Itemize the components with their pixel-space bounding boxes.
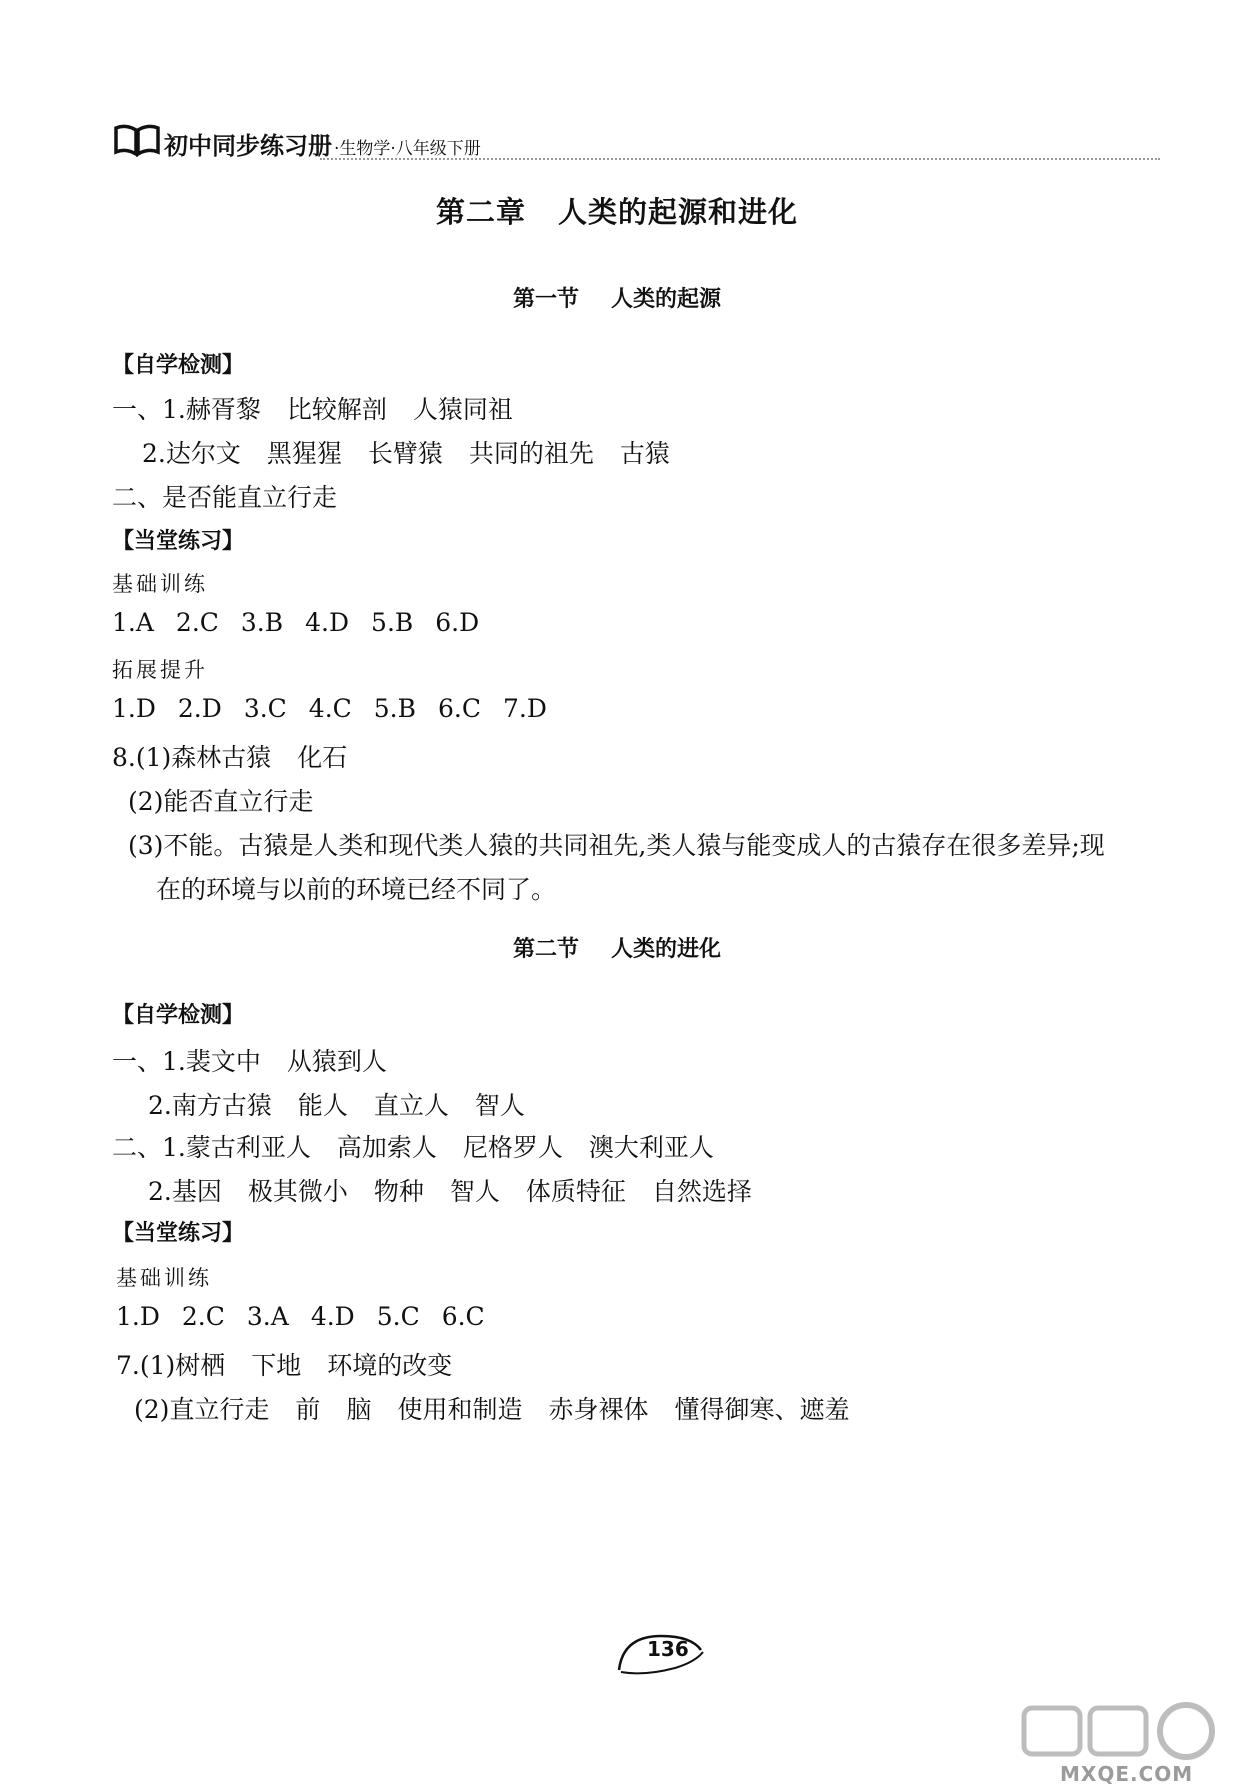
answer-part: 黑猩猩 xyxy=(266,439,342,468)
answer-part: 2.南方古猿 xyxy=(148,1091,272,1120)
section1-extend-answers xyxy=(112,694,569,723)
answer-item: 6.C xyxy=(441,1302,485,1331)
section2-basic-answers xyxy=(116,1302,507,1331)
answer-item: 2.C xyxy=(181,1302,225,1331)
section1-title xyxy=(0,282,1234,313)
answer-part: (2)直立行走 xyxy=(134,1395,270,1424)
answer-item: 5.B xyxy=(371,608,414,637)
section1-practice-heading: 【当堂练习】 xyxy=(112,529,245,554)
section1-q8-3b: 在的环境与以前的环境已经不同了。 xyxy=(156,875,557,904)
answer-item: 4.D xyxy=(310,1302,355,1331)
section1-q1-2 xyxy=(142,434,696,470)
answer-part: 尼格罗人 xyxy=(462,1133,563,1162)
section2-practice-heading: 【当堂练习】 xyxy=(112,1221,245,1246)
answer-part: 从猿到人 xyxy=(286,1047,387,1076)
answer-part: 物种 xyxy=(373,1177,424,1206)
answer-part: 人猿同祖 xyxy=(412,395,513,424)
section1-name: 人类的起源 xyxy=(611,287,722,312)
section2-basic-label: 基础训练 xyxy=(116,1266,212,1290)
answer-item: 6.D xyxy=(435,608,480,637)
answer-part: 智人 xyxy=(474,1091,525,1120)
answer-item: 3.A xyxy=(246,1302,289,1331)
answer-part: 长臂猿 xyxy=(367,439,443,468)
section2-name: 人类的进化 xyxy=(611,937,722,962)
answer-item: 3.B xyxy=(240,608,284,637)
header-title: 初中同步练习册 xyxy=(164,132,332,160)
answer-part: 体质特征 xyxy=(525,1177,626,1206)
answer-part: 一、1.赫胥黎 xyxy=(112,395,261,424)
answer-part: 使用和制造 xyxy=(397,1395,523,1424)
chapter-title xyxy=(0,190,1234,231)
answer-part: 化石 xyxy=(297,743,348,772)
answer-part: 澳大利亚人 xyxy=(588,1133,714,1162)
answer-item: 1.A xyxy=(112,608,154,637)
answer-item: 4.D xyxy=(305,608,350,637)
answer-item: 7.D xyxy=(503,694,547,723)
answer-part: 8.(1)森林古猿 xyxy=(112,743,272,772)
section1-extend-label: 拓展提升 xyxy=(112,658,208,682)
open-book-icon xyxy=(112,122,162,158)
answer-item: 1.D xyxy=(112,694,156,723)
section1-q1-1 xyxy=(112,390,539,426)
section1-number: 第一节 xyxy=(512,287,579,312)
section2-number: 第二节 xyxy=(512,937,579,962)
answer-part: 古猿 xyxy=(619,439,670,468)
answer-part: 共同的祖先 xyxy=(468,439,594,468)
section2-q2-1 xyxy=(112,1128,740,1164)
section2-q7-1 xyxy=(116,1346,478,1382)
section2-self-check-heading: 【自学检测】 xyxy=(112,1003,245,1028)
answer-part: 2.达尔文 xyxy=(142,439,241,468)
header-text xyxy=(164,126,481,161)
answer-part: 懂得御寒、遮羞 xyxy=(674,1395,850,1424)
section1-q2: 二、是否能直立行走 xyxy=(112,483,338,512)
answer-part: 高加索人 xyxy=(336,1133,437,1162)
header-subtitle: ·生物学·八年级下册 xyxy=(334,139,481,159)
section2-q1-1 xyxy=(112,1042,413,1078)
header-rule xyxy=(320,158,1160,160)
section1-q8-1 xyxy=(112,738,373,774)
answer-item: 2.C xyxy=(175,608,219,637)
answer-part: 一、1.裴文中 xyxy=(112,1047,261,1076)
answer-part: 前 xyxy=(295,1395,321,1424)
answer-part: 赤身裸体 xyxy=(548,1395,649,1424)
section2-q2-2 xyxy=(148,1172,778,1208)
answer-part: 能人 xyxy=(297,1091,348,1120)
answer-part: 2.基因 xyxy=(148,1177,222,1206)
section2-title xyxy=(0,932,1234,963)
answer-item: 5.B xyxy=(373,694,417,723)
answer-item: 3.C xyxy=(243,694,287,723)
section1-q8-2: (2)能否直立行走 xyxy=(128,787,314,816)
section2-q7-2 xyxy=(134,1390,876,1426)
running-header xyxy=(112,122,1152,162)
page-number: 136 xyxy=(647,1637,689,1661)
section2-q1-2 xyxy=(148,1086,551,1122)
answer-part: 智人 xyxy=(449,1177,500,1206)
answer-item: 6.C xyxy=(438,694,481,723)
answer-part: 环境的改变 xyxy=(327,1351,453,1380)
answer-part: 7.(1)树栖 xyxy=(116,1351,226,1380)
answer-part: 脑 xyxy=(346,1395,372,1424)
answer-item: 4.C xyxy=(308,694,352,723)
section1-q8-3a: (3)不能。古猿是人类和现代类人猿的共同祖先,类人猿与能变成人的古猿存在很多差异;现 xyxy=(128,831,1105,860)
answer-part: 直立人 xyxy=(373,1091,449,1120)
answer-part: 下地 xyxy=(251,1351,302,1380)
section1-self-check-heading: 【自学检测】 xyxy=(112,353,245,378)
answer-part: 极其微小 xyxy=(247,1177,348,1206)
answer-part: 自然选择 xyxy=(651,1177,752,1206)
answer-part: 二、1.蒙古利亚人 xyxy=(112,1133,311,1162)
section1-basic-label: 基础训练 xyxy=(112,572,208,596)
answer-item: 2.D xyxy=(177,694,222,723)
chapter-name: 人类的起源和进化 xyxy=(558,195,799,229)
watermark-text: MXQE.COM xyxy=(1060,1762,1194,1786)
answer-part: 比较解剖 xyxy=(286,395,387,424)
answer-item: 1.D xyxy=(116,1302,160,1331)
chapter-number: 第二章 xyxy=(435,195,526,229)
answer-item: 5.C xyxy=(376,1302,420,1331)
section1-basic-answers xyxy=(112,608,501,637)
